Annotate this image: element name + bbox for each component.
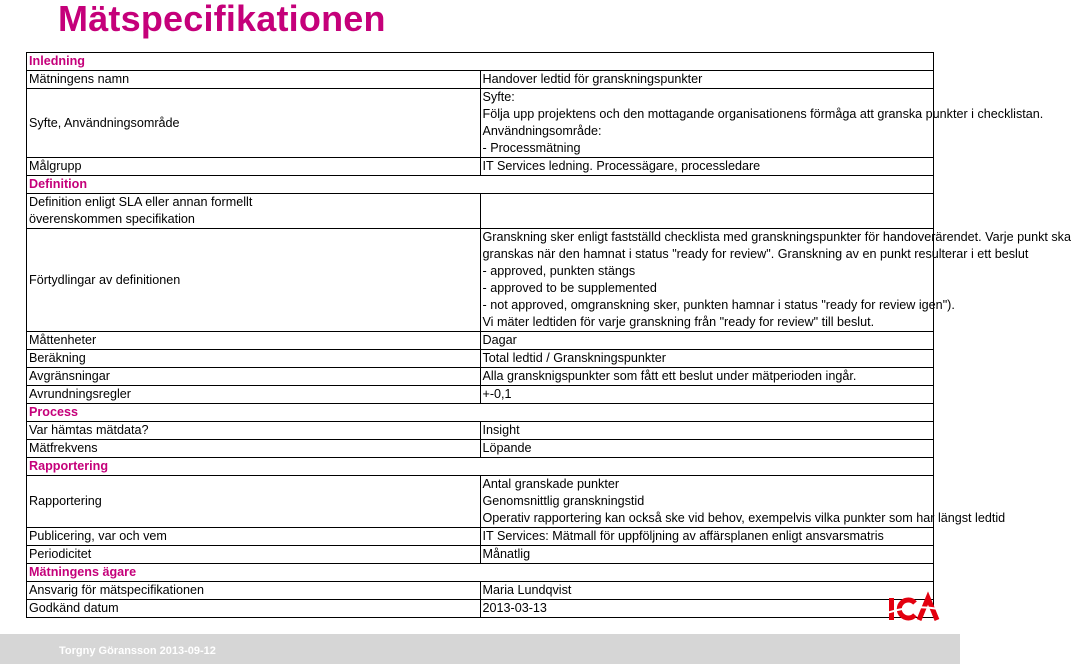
fortydligar-line: - not approved, omgranskning sker, punkten hamnar i status "ready for review igen"). bbox=[482, 298, 955, 312]
row-label-frekvens: Mätfrekvens bbox=[27, 440, 481, 458]
sla-label-line: Definition enligt SLA eller annan formellt bbox=[29, 195, 253, 209]
row-value-malgrupp: IT Services ledning. Processägare, processledare bbox=[480, 158, 934, 176]
row-label-avgransningar: Avgränsningar bbox=[27, 368, 481, 386]
row-label-sla bbox=[27, 194, 481, 229]
row-label-berakning: Beräkning bbox=[27, 350, 481, 368]
specification-table bbox=[26, 52, 1071, 618]
row-value-frekvens: Löpande bbox=[480, 440, 934, 458]
row-value-mattenheter: Dagar bbox=[480, 332, 934, 350]
section-process: Process bbox=[27, 404, 934, 422]
section-inledning: Inledning bbox=[27, 53, 934, 71]
rapportering-line: Antal granskade punkter bbox=[482, 477, 620, 491]
row-label-rapportering: Rapportering bbox=[27, 476, 481, 528]
syfte-line: Syfte: bbox=[482, 90, 515, 104]
row-value-sla bbox=[480, 194, 934, 229]
footer-author-date: Torgny Göransson 2013-09-12 bbox=[59, 645, 216, 657]
row-value-avrundning: +-0,1 bbox=[480, 386, 934, 404]
fortydligar-line: - approved to be supplemented bbox=[482, 281, 657, 295]
row-value-syfte bbox=[480, 89, 1044, 158]
fortydligar-line: - approved, punkten stängs bbox=[482, 264, 636, 278]
rapportering-line: Operativ rapportering kan också ske vid behov, exempelvis vilka punkter som har längst ledtid bbox=[482, 511, 1006, 525]
row-label-periodicitet: Periodicitet bbox=[27, 546, 481, 564]
fortydligar-line: granskas när den hamnat i status "ready for review". Granskning av en punkt resulterar i ett beslut bbox=[482, 247, 1029, 261]
sla-label-line: överenskommen specifikation bbox=[29, 212, 195, 226]
section-rapportering: Rapportering bbox=[27, 458, 934, 476]
row-value-godkand: 2013-03-13 bbox=[480, 600, 934, 618]
row-label-fortydligar: Förtydlingar av definitionen bbox=[27, 229, 481, 332]
row-value-publicering: IT Services: Mätmall för uppföljning av affärsplanen enligt ansvarsmatris bbox=[480, 528, 934, 546]
row-label-syfte: Syfte, Användningsområde bbox=[27, 89, 481, 158]
row-value-hamtas: Insight bbox=[480, 422, 934, 440]
footer-bar bbox=[0, 634, 960, 664]
row-label-namn: Mätningens namn bbox=[27, 71, 481, 89]
row-value-fortydligar bbox=[480, 229, 1071, 332]
row-value-rapportering bbox=[480, 476, 1006, 528]
syfte-line: Användningsområde: bbox=[482, 124, 602, 138]
row-label-hamtas: Var hämtas mätdata? bbox=[27, 422, 481, 440]
row-label-malgrupp: Målgrupp bbox=[27, 158, 481, 176]
ica-logo bbox=[887, 594, 939, 624]
row-label-publicering: Publicering, var och vem bbox=[27, 528, 481, 546]
section-agare: Mätningens ägare bbox=[27, 564, 934, 582]
syfte-line: - Processmätning bbox=[482, 141, 581, 155]
row-value-namn: Handover ledtid för granskningspunkter bbox=[480, 71, 934, 89]
fortydligar-line: Vi mäter ledtiden för varje granskning från "ready for review" till beslut. bbox=[482, 315, 875, 329]
syfte-line: Följa upp projektens och den mottagande organisationens förmåga att granska punkter i checklistan. bbox=[482, 107, 1044, 121]
section-definition: Definition bbox=[27, 176, 934, 194]
rapportering-line: Genomsnittlig granskningstid bbox=[482, 494, 645, 508]
row-value-avgransningar: Alla gransknigspunkter som fått ett beslut under mätperioden ingår. bbox=[480, 368, 934, 386]
page-title: Mätspecifikationen bbox=[58, 0, 386, 39]
row-label-godkand: Godkänd datum bbox=[27, 600, 481, 618]
row-label-mattenheter: Måttenheter bbox=[27, 332, 481, 350]
row-label-ansvarig: Ansvarig för mätspecifikationen bbox=[27, 582, 481, 600]
fortydligar-line: Granskning sker enligt fastställd checklista med granskningspunkter för handoverärendet. Varje punkt ska bbox=[482, 230, 1071, 244]
row-label-avrundning: Avrundningsregler bbox=[27, 386, 481, 404]
row-value-periodicitet: Månatlig bbox=[480, 546, 934, 564]
row-value-berakning: Total ledtid / Granskningspunkter bbox=[480, 350, 934, 368]
row-value-ansvarig: Maria Lundqvist bbox=[480, 582, 934, 600]
